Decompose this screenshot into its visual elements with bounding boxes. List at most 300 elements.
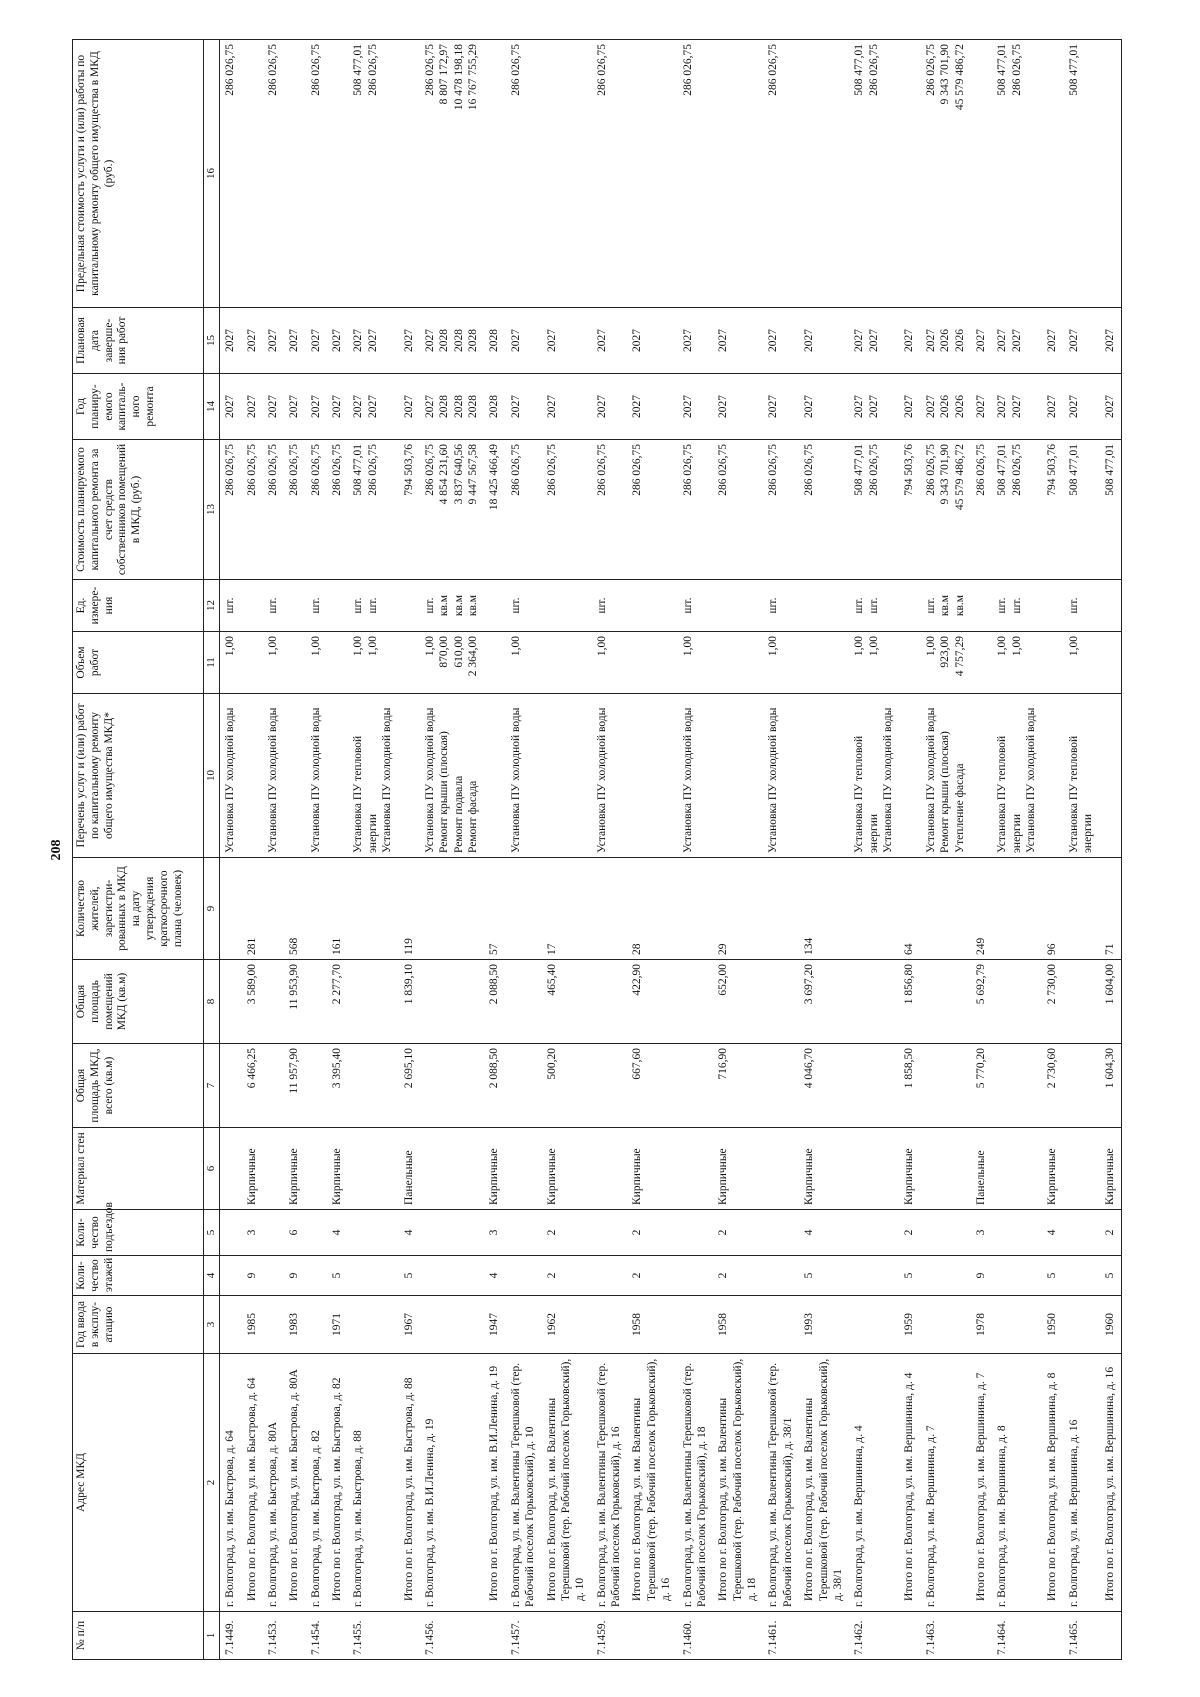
cell-volume bbox=[348, 632, 398, 694]
cell-end-date bbox=[242, 308, 263, 374]
col-number: 16 bbox=[204, 40, 220, 308]
cell-end-date-line: 2028 bbox=[467, 329, 480, 352]
cell-cost-line: 286 026,75 bbox=[767, 444, 780, 496]
cell-plan-year bbox=[763, 374, 799, 440]
table-row bbox=[348, 40, 398, 1660]
cell-max-cost-line: 16 767 755,29 bbox=[467, 44, 480, 111]
cell-premises-area: 2 277,70 bbox=[327, 960, 348, 1044]
cell-year: 1950 bbox=[1042, 1296, 1063, 1354]
cell-volume bbox=[1042, 632, 1063, 694]
cell-end-date bbox=[763, 308, 799, 374]
cell-unit-line: шт. bbox=[681, 597, 694, 614]
cell-cost-line: 286 026,75 bbox=[867, 444, 880, 496]
cell-end-date-line: 2027 bbox=[1067, 329, 1080, 352]
cell-number bbox=[1042, 1612, 1063, 1660]
cell-residents: 96 bbox=[1042, 858, 1063, 960]
cell-works bbox=[992, 694, 1042, 858]
cell-address bbox=[220, 1354, 242, 1612]
cell-address-line: г. Волгоград, ул. им. Быстрова, д. 64 bbox=[224, 1430, 237, 1607]
col-header-total-area: Общая площадь МКД, всего (кв.м) bbox=[73, 1044, 204, 1128]
cell-end-date bbox=[849, 308, 899, 374]
cell-year bbox=[1064, 1296, 1100, 1354]
cell-premises-area bbox=[921, 960, 971, 1044]
cell-plan-year-line: 2028 bbox=[452, 395, 465, 418]
cell-address bbox=[263, 1354, 284, 1612]
cell-address bbox=[348, 1354, 398, 1612]
cell-end-date bbox=[592, 308, 628, 374]
cell-works bbox=[420, 694, 485, 858]
cell-end-date-line: 2027 bbox=[509, 329, 522, 352]
cell-max-cost bbox=[542, 40, 592, 308]
cell-address-line: Итого по г. Волгоград, ул. им. Валентины Терешковой (тер. Рабочий поселок Горьковский), д. 16 bbox=[631, 1358, 673, 1601]
cell-works bbox=[713, 694, 763, 858]
cell-works-line: Установка ПУ холодной воды bbox=[266, 707, 279, 853]
cell-floors: 5 bbox=[799, 1256, 849, 1296]
cell-total-area: 1 858,50 bbox=[899, 1044, 920, 1128]
cell-volume bbox=[921, 632, 971, 694]
cell-address-line: Итого по г. Волгоград, ул. им. Быстрова, д. 82 bbox=[331, 1377, 344, 1601]
cell-entrances: 2 bbox=[899, 1210, 920, 1256]
cell-plan-year-line: 2027 bbox=[996, 395, 1009, 418]
cell-floors: 5 bbox=[1042, 1256, 1063, 1296]
col-header-residents: Количество жителей, зарегистри-рованных в МКД на дату утверждения краткосрочного плана (человек) bbox=[73, 858, 204, 960]
cell-end-date-line: 2027 bbox=[903, 329, 916, 352]
cell-residents: 249 bbox=[971, 858, 992, 960]
cell-volume-line: 1,00 bbox=[867, 636, 880, 657]
cell-premises-area: 422,90 bbox=[627, 960, 677, 1044]
cell-end-date-line: 2027 bbox=[245, 329, 258, 352]
cell-address-line: г. Волгоград, ул. им. В.И.Ленина, д. 19 bbox=[423, 1418, 436, 1607]
cell-cost bbox=[263, 440, 284, 580]
cell-max-cost bbox=[592, 40, 628, 308]
cell-end-date-line: 2027 bbox=[266, 329, 279, 352]
cell-year bbox=[992, 1296, 1042, 1354]
cell-year bbox=[220, 1296, 242, 1354]
cell-premises-area: 652,00 bbox=[713, 960, 763, 1044]
cell-volume bbox=[678, 632, 714, 694]
cell-floors bbox=[592, 1256, 628, 1296]
col-header-works: Перечень услуг и (или) работ по капитальному ремонту общего имущества МКД* bbox=[73, 694, 204, 858]
cell-entrances bbox=[678, 1210, 714, 1256]
cell-number bbox=[1100, 1612, 1122, 1660]
cell-cost bbox=[284, 440, 305, 580]
cell-floors: 9 bbox=[971, 1256, 992, 1296]
cell-volume bbox=[506, 632, 542, 694]
cell-total-area bbox=[849, 1044, 899, 1128]
cell-cost-line: 3 837 640,56 bbox=[452, 444, 465, 505]
cell-total-area bbox=[921, 1044, 971, 1128]
cell-volume-line: 1,00 bbox=[366, 636, 379, 657]
cell-works bbox=[971, 694, 992, 858]
cell-residents: 568 bbox=[284, 858, 305, 960]
cell-address bbox=[763, 1354, 799, 1612]
cell-number: 7.1449. bbox=[220, 1612, 242, 1660]
cell-unit bbox=[348, 580, 398, 632]
cell-end-date-line: 2027 bbox=[288, 329, 301, 352]
cell-premises-area bbox=[220, 960, 242, 1044]
cell-cost bbox=[899, 440, 920, 580]
cell-plan-year bbox=[484, 374, 505, 440]
cell-entrances: 2 bbox=[542, 1210, 592, 1256]
cell-year: 1960 bbox=[1100, 1296, 1122, 1354]
col-header-floors: Коли-чество этажей bbox=[73, 1256, 204, 1296]
cell-wall-material bbox=[263, 1128, 284, 1210]
cell-residents bbox=[506, 858, 542, 960]
cell-plan-year-line: 2027 bbox=[309, 395, 322, 418]
cell-volume-line: 1,00 bbox=[853, 636, 866, 657]
cell-volume-line: 4 757,29 bbox=[953, 636, 966, 677]
cell-cost bbox=[763, 440, 799, 580]
cell-plan-year bbox=[849, 374, 899, 440]
cell-wall-material bbox=[592, 1128, 628, 1210]
col-number: 13 bbox=[204, 440, 220, 580]
cell-unit-line: шт. bbox=[366, 597, 379, 614]
cell-address bbox=[1042, 1354, 1063, 1612]
cell-volume-line: 610,00 bbox=[452, 636, 465, 668]
cell-end-date-line: 2027 bbox=[717, 329, 730, 352]
cell-end-date-line: 2028 bbox=[438, 329, 451, 352]
cell-address-line: Итого по г. Волгоград, ул. им. Быстрова, д. 64 bbox=[245, 1377, 258, 1601]
cell-end-date bbox=[306, 308, 327, 374]
cell-plan-year bbox=[713, 374, 763, 440]
cell-unit bbox=[971, 580, 992, 632]
cell-volume bbox=[799, 632, 849, 694]
cell-cost-line: 286 026,75 bbox=[245, 444, 258, 496]
cell-plan-year bbox=[284, 374, 305, 440]
cell-works-line: Установка ПУ холодной воды bbox=[423, 707, 436, 853]
table-row bbox=[592, 40, 628, 1660]
cell-plan-year bbox=[220, 374, 242, 440]
cell-end-date-line: 2027 bbox=[924, 329, 937, 352]
cell-end-date-line: 2028 bbox=[488, 329, 501, 352]
cell-residents: 161 bbox=[327, 858, 348, 960]
cell-end-date-line: 2027 bbox=[767, 329, 780, 352]
cell-plan-year-line: 2027 bbox=[853, 395, 866, 418]
cell-plan-year-line: 2027 bbox=[288, 395, 301, 418]
cell-floors: 9 bbox=[284, 1256, 305, 1296]
cell-address bbox=[971, 1354, 992, 1612]
table-row bbox=[1064, 40, 1100, 1660]
cell-max-cost bbox=[763, 40, 799, 308]
cell-year: 1958 bbox=[627, 1296, 677, 1354]
cell-floors: 5 bbox=[327, 1256, 348, 1296]
cell-unit-line: шт. bbox=[996, 597, 1009, 614]
cell-cost-line: 794 503,76 bbox=[1046, 444, 1059, 496]
cell-plan-year-line: 2027 bbox=[803, 395, 816, 418]
cell-volume bbox=[1100, 632, 1122, 694]
cell-max-cost-line: 10 478 198,18 bbox=[452, 44, 465, 111]
cell-works bbox=[1042, 694, 1063, 858]
cell-cost-line: 286 026,75 bbox=[803, 444, 816, 496]
cell-volume bbox=[399, 632, 420, 694]
cell-total-area: 5 770,20 bbox=[971, 1044, 992, 1128]
cell-unit-line: шт. bbox=[867, 597, 880, 614]
cell-floors: 2 bbox=[542, 1256, 592, 1296]
col-number: 6 bbox=[204, 1128, 220, 1210]
col-number: 12 bbox=[204, 580, 220, 632]
cell-entrances bbox=[763, 1210, 799, 1256]
cell-address-line: г. Волгоград, ул. им. Вершинина, д. 16 bbox=[1067, 1419, 1080, 1607]
cell-premises-area bbox=[420, 960, 485, 1044]
cell-entrances: 3 bbox=[484, 1210, 505, 1256]
cell-end-date-line: 2027 bbox=[1046, 329, 1059, 352]
cell-max-cost bbox=[899, 40, 920, 308]
cell-address-line: Итого по г. Волгоград, ул. им. Валентины Терешковой (тер. Рабочий поселок Горьковский), д. 10 bbox=[545, 1358, 587, 1601]
cell-entrances: 2 bbox=[627, 1210, 677, 1256]
cell-works bbox=[399, 694, 420, 858]
cell-plan-year-line: 2027 bbox=[903, 395, 916, 418]
cell-works bbox=[542, 694, 592, 858]
total-row bbox=[713, 40, 763, 1660]
cell-entrances: 3 bbox=[242, 1210, 263, 1256]
cell-address bbox=[484, 1354, 505, 1612]
cell-total-area bbox=[420, 1044, 485, 1128]
cell-premises-area bbox=[348, 960, 398, 1044]
cell-unit bbox=[242, 580, 263, 632]
cell-year bbox=[678, 1296, 714, 1354]
cell-address-line: г. Волгоград, ул. им. Быстрова, д. 82 bbox=[309, 1430, 322, 1607]
cell-address-line: г. Волгоград, ул. им. Быстрова, д. 88 bbox=[352, 1430, 365, 1607]
cell-residents bbox=[849, 858, 899, 960]
cell-works-line: Установка ПУ холодной воды bbox=[309, 707, 322, 853]
cell-floors bbox=[306, 1256, 327, 1296]
cell-max-cost-line: 286 026,75 bbox=[681, 44, 694, 96]
cell-address bbox=[592, 1354, 628, 1612]
cell-residents: 29 bbox=[713, 858, 763, 960]
cell-address-line: г. Волгоград, ул. им. Валентины Терешковой (тер. Рабочий поселок Горьковский), д. 18 bbox=[681, 1362, 708, 1607]
total-row bbox=[799, 40, 849, 1660]
total-row bbox=[484, 40, 505, 1660]
cell-wall-material bbox=[1064, 1128, 1100, 1210]
cell-volume-line: 1,00 bbox=[224, 636, 237, 657]
cell-address bbox=[627, 1354, 677, 1612]
cell-volume-line: 1,00 bbox=[266, 636, 279, 657]
cell-plan-year-line: 2027 bbox=[717, 395, 730, 418]
cell-end-date bbox=[678, 308, 714, 374]
cell-unit-line: шт. bbox=[595, 597, 608, 614]
cell-plan-year bbox=[921, 374, 971, 440]
table-body bbox=[220, 40, 1122, 1660]
cell-max-cost-line: 508 477,01 bbox=[996, 44, 1009, 96]
cell-premises-area bbox=[263, 960, 284, 1044]
cell-volume bbox=[627, 632, 677, 694]
cell-address-line: г. Волгоград, ул. им. Валентины Терешковой (тер. Рабочий поселок Горьковский), д. 38/1 bbox=[767, 1362, 794, 1607]
cell-premises-area: 3 589,00 bbox=[242, 960, 263, 1044]
cell-volume bbox=[849, 632, 899, 694]
cell-end-date-line: 2027 bbox=[545, 329, 558, 352]
cell-end-date-line: 2027 bbox=[402, 329, 415, 352]
cell-unit bbox=[284, 580, 305, 632]
cell-unit bbox=[799, 580, 849, 632]
cell-floors bbox=[420, 1256, 485, 1296]
table-row bbox=[849, 40, 899, 1660]
cell-year: 1958 bbox=[713, 1296, 763, 1354]
cell-address bbox=[420, 1354, 485, 1612]
cell-floors bbox=[992, 1256, 1042, 1296]
cell-wall-material: Кирпичные bbox=[542, 1128, 592, 1210]
cell-end-date bbox=[220, 308, 242, 374]
table-row bbox=[420, 40, 485, 1660]
cell-entrances bbox=[348, 1210, 398, 1256]
cell-cost-line: 9 343 701,90 bbox=[939, 444, 952, 505]
cell-total-area bbox=[506, 1044, 542, 1128]
cell-wall-material bbox=[678, 1128, 714, 1210]
cell-premises-area: 465,40 bbox=[542, 960, 592, 1044]
cell-volume-line: 1,00 bbox=[924, 636, 937, 657]
cell-end-date-line: 2027 bbox=[1010, 329, 1023, 352]
cell-unit-line: кв.м bbox=[953, 594, 966, 617]
col-header-premises-area: Общая площадь помещений МКД (кв.м) bbox=[73, 960, 204, 1044]
col-header-max-cost: Предельная стоимость услуги и (или) работы по капитальному ремонту общего имущества в МКД (руб.) bbox=[73, 40, 204, 308]
cell-plan-year-line: 2027 bbox=[1103, 395, 1116, 418]
cell-residents: 281 bbox=[242, 858, 263, 960]
cell-plan-year bbox=[542, 374, 592, 440]
cell-cost bbox=[992, 440, 1042, 580]
cell-end-date-line: 2027 bbox=[803, 329, 816, 352]
table-row bbox=[263, 40, 284, 1660]
cell-end-date-line: 2027 bbox=[366, 329, 379, 352]
cell-number: 7.1461. bbox=[763, 1612, 799, 1660]
cell-cost-line: 286 026,75 bbox=[266, 444, 279, 496]
cell-unit bbox=[220, 580, 242, 632]
cell-max-cost bbox=[849, 40, 899, 308]
cell-end-date-line: 2026 bbox=[939, 329, 952, 352]
cell-plan-year bbox=[678, 374, 714, 440]
cell-end-date bbox=[1042, 308, 1063, 374]
cell-entrances: 2 bbox=[1100, 1210, 1122, 1256]
cell-end-date-line: 2027 bbox=[867, 329, 880, 352]
col-header-entrances: Коли-чество подъездов bbox=[73, 1210, 204, 1256]
cell-number: 7.1462. bbox=[849, 1612, 899, 1660]
cell-address bbox=[506, 1354, 542, 1612]
cell-plan-year bbox=[399, 374, 420, 440]
cell-premises-area bbox=[992, 960, 1042, 1044]
cell-address bbox=[284, 1354, 305, 1612]
cell-volume bbox=[420, 632, 485, 694]
cell-unit bbox=[713, 580, 763, 632]
cell-cost-line: 286 026,75 bbox=[681, 444, 694, 496]
cell-address bbox=[992, 1354, 1042, 1612]
cell-works-line: Установка ПУ холодной воды bbox=[767, 707, 780, 853]
cell-year: 1985 bbox=[242, 1296, 263, 1354]
cell-floors bbox=[348, 1256, 398, 1296]
cell-end-date bbox=[971, 308, 992, 374]
cell-residents bbox=[921, 858, 971, 960]
cell-works-line: Ремонт крыши (плоская) bbox=[939, 731, 952, 853]
cell-unit-line: шт. bbox=[352, 597, 365, 614]
cell-max-cost-line: 286 026,75 bbox=[595, 44, 608, 96]
cell-entrances bbox=[592, 1210, 628, 1256]
col-header-wall-material: Материал стен bbox=[73, 1128, 204, 1210]
cell-address-line: Итого по г. Волгоград, ул. им. Вершинина, д. 4 bbox=[903, 1372, 916, 1601]
cell-volume bbox=[971, 632, 992, 694]
cell-cost-line: 286 026,75 bbox=[974, 444, 987, 496]
cell-year: 1947 bbox=[484, 1296, 505, 1354]
cell-wall-material bbox=[849, 1128, 899, 1210]
cell-premises-area: 3 697,20 bbox=[799, 960, 849, 1044]
cell-address bbox=[242, 1354, 263, 1612]
cell-end-date bbox=[899, 308, 920, 374]
cell-unit-line: шт. bbox=[924, 597, 937, 614]
cell-unit-line: шт. bbox=[509, 597, 522, 614]
cell-works-line: Установка ПУ холодной воды bbox=[381, 707, 394, 853]
cell-year bbox=[263, 1296, 284, 1354]
cell-works bbox=[921, 694, 971, 858]
cell-unit-line: шт. bbox=[1067, 597, 1080, 614]
cell-entrances bbox=[263, 1210, 284, 1256]
cell-total-area: 667,60 bbox=[627, 1044, 677, 1128]
cell-plan-year-line: 2027 bbox=[545, 395, 558, 418]
col-header-end-date: Плановая дата заверше-ния работ bbox=[73, 308, 204, 374]
cell-works bbox=[849, 694, 899, 858]
cell-wall-material: Кирпичные bbox=[713, 1128, 763, 1210]
cell-cost-line: 286 026,75 bbox=[545, 444, 558, 496]
cell-cost bbox=[399, 440, 420, 580]
cell-plan-year-line: 2027 bbox=[867, 395, 880, 418]
cell-number: 7.1464. bbox=[992, 1612, 1042, 1660]
cell-unit-line: шт. bbox=[1010, 597, 1023, 614]
cell-unit bbox=[263, 580, 284, 632]
cell-cost-line: 508 477,01 bbox=[352, 444, 365, 496]
cell-address bbox=[1064, 1354, 1100, 1612]
cell-unit bbox=[992, 580, 1042, 632]
cell-floors: 5 bbox=[899, 1256, 920, 1296]
cell-cost-line: 508 477,01 bbox=[853, 444, 866, 496]
cell-works bbox=[484, 694, 505, 858]
cell-total-area bbox=[1064, 1044, 1100, 1128]
cell-volume bbox=[992, 632, 1042, 694]
total-row bbox=[327, 40, 348, 1660]
cell-plan-year-line: 2027 bbox=[1067, 395, 1080, 418]
cell-max-cost bbox=[799, 40, 849, 308]
cell-end-date bbox=[399, 308, 420, 374]
cell-volume-line: 870,00 bbox=[438, 636, 451, 668]
cell-plan-year-line: 2027 bbox=[974, 395, 987, 418]
cell-cost-line: 286 026,75 bbox=[224, 444, 237, 496]
cell-works bbox=[899, 694, 920, 858]
cell-cost bbox=[713, 440, 763, 580]
table-row bbox=[992, 40, 1042, 1660]
cell-year bbox=[849, 1296, 899, 1354]
cell-cost bbox=[921, 440, 971, 580]
cell-plan-year-line: 2027 bbox=[366, 395, 379, 418]
col-number: 8 bbox=[204, 960, 220, 1044]
cell-unit-line: шт. bbox=[224, 597, 237, 614]
cell-volume-line: 2 364,00 bbox=[467, 636, 480, 677]
cell-entrances bbox=[921, 1210, 971, 1256]
cell-end-date-line: 2026 bbox=[953, 329, 966, 352]
cell-address bbox=[542, 1354, 592, 1612]
cell-max-cost-line: 286 026,75 bbox=[924, 44, 937, 96]
col-number: 7 bbox=[204, 1044, 220, 1128]
cell-works bbox=[348, 694, 398, 858]
cell-max-cost-line: 286 026,75 bbox=[867, 44, 880, 96]
cell-cost bbox=[592, 440, 628, 580]
cell-plan-year bbox=[1100, 374, 1122, 440]
cell-cost-line: 9 447 567,58 bbox=[467, 444, 480, 505]
cell-works bbox=[763, 694, 799, 858]
cell-plan-year bbox=[263, 374, 284, 440]
cell-unit-line: кв.м bbox=[939, 594, 952, 617]
cell-entrances bbox=[306, 1210, 327, 1256]
cell-max-cost-line: 286 026,75 bbox=[366, 44, 379, 96]
cell-residents bbox=[220, 858, 242, 960]
cell-number: 7.1454. bbox=[306, 1612, 327, 1660]
cell-unit bbox=[592, 580, 628, 632]
cell-unit-line: шт. bbox=[423, 597, 436, 614]
cell-cost bbox=[1064, 440, 1100, 580]
cell-number bbox=[899, 1612, 920, 1660]
